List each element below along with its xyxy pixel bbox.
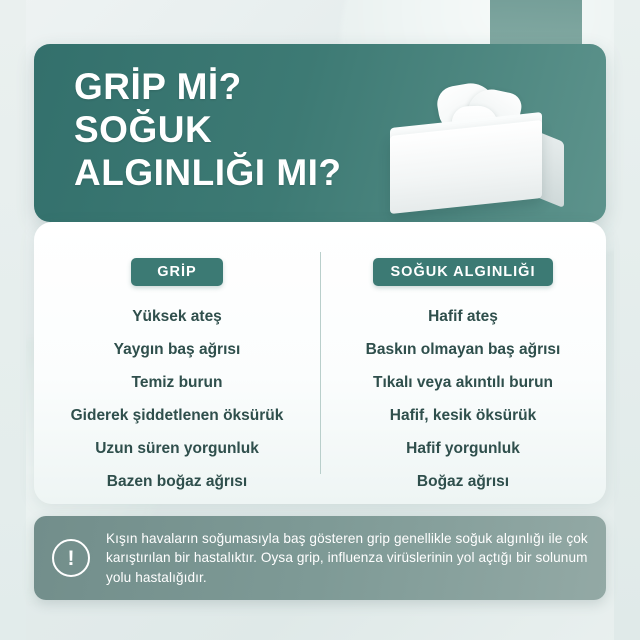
- tissue-box-front: [390, 120, 542, 214]
- list-item: Bazen boğaz ağrısı: [106, 473, 248, 491]
- exclamation-icon: !: [52, 539, 90, 577]
- list-item: Boğaz ağrısı: [416, 473, 510, 491]
- comparison-columns: [34, 258, 606, 498]
- column-title-flu: GRİP: [131, 258, 222, 286]
- list-item: Hafif yorgunluk: [406, 440, 520, 458]
- comparison-card: [34, 222, 606, 504]
- background-edge-left: [0, 0, 26, 640]
- symptom-list-flu: [34, 300, 320, 498]
- background-edge-right: [614, 0, 640, 640]
- footer-note-text: Kışın havaların soğumasıyla baş gösteren grip genellikle soğuk algınlığı ile çok karıştırılan bir hastalıktır. Oysa grip, influenza virüslerinin yol açtığı bir solunum yolu hastalığıdır.: [106, 531, 588, 585]
- column-cold: [320, 258, 606, 498]
- list-item: Yüksek ateş: [132, 308, 222, 325]
- footer-note: [34, 516, 606, 600]
- list-item: Baskın olmayan baş ağrısı: [365, 341, 561, 359]
- list-item: Tıkalı veya akıntılı burun: [372, 374, 554, 392]
- page-title-line-2: SOĞUK: [74, 108, 213, 150]
- symptom-list-cold: [320, 300, 606, 498]
- list-item: Temiz burun: [131, 374, 223, 392]
- tissue-box-illustration: [382, 76, 572, 222]
- list-item: Yaygın baş ağrısı: [113, 341, 241, 359]
- page-title-line-1: GRİP Mİ?: [74, 66, 242, 107]
- column-flu: [34, 258, 320, 498]
- header-panel: [34, 44, 606, 222]
- list-item: Giderek şiddetlenen öksürük: [70, 407, 284, 425]
- page-title-line-3: ALGINLIĞI MI?: [74, 151, 342, 193]
- list-item: Uzun süren yorgunluk: [95, 440, 259, 458]
- list-item: Hafif ateş: [428, 308, 498, 325]
- list-item: Hafif, kesik öksürük: [389, 407, 537, 425]
- column-title-cold: SOĞUK ALGINLIĞI: [373, 258, 554, 286]
